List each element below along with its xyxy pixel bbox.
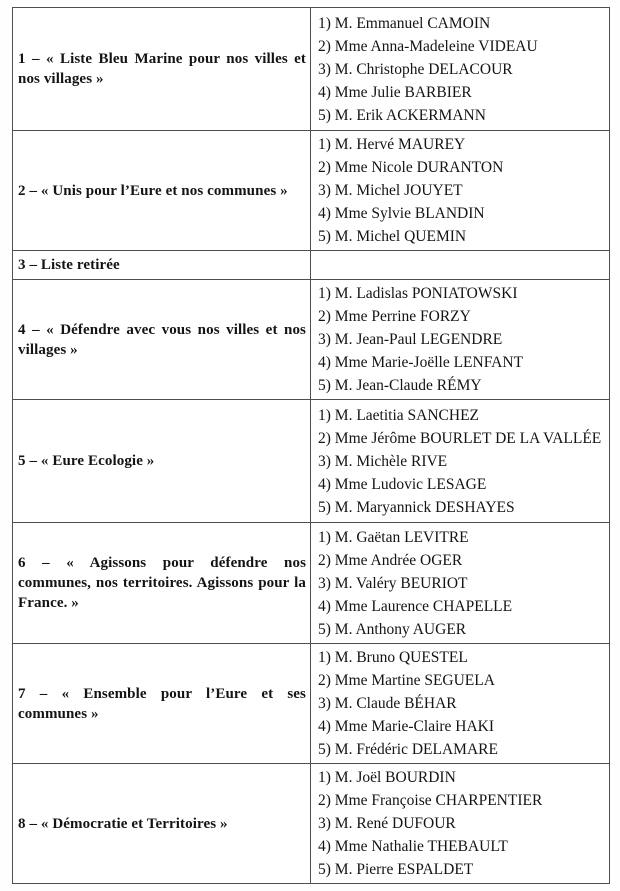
list-label-cell bbox=[13, 764, 311, 883]
list-label-cell bbox=[13, 280, 311, 399]
list-label-cell bbox=[13, 251, 311, 279]
list-label: 7 – « Ensemble pour l’Eure et ses communes » bbox=[18, 685, 306, 722]
list-label-cell bbox=[13, 131, 311, 250]
candidate-line: 1) M. Joël BOURDIN bbox=[318, 769, 456, 786]
table-row bbox=[13, 644, 609, 764]
candidate-line: 2) Mme Anna-Madeleine VIDEAU bbox=[318, 37, 538, 55]
candidate-line: 2) Mme Nicole DURANTON bbox=[318, 159, 504, 176]
list-label-cell bbox=[13, 523, 311, 643]
table-row bbox=[13, 400, 609, 523]
candidates-cell bbox=[311, 280, 609, 399]
candidate-line: 4) Mme Nathalie THEBAULT bbox=[318, 838, 508, 855]
candidate-line: 2) Mme Jérôme BOURLET DE LA VALLÉE bbox=[318, 429, 602, 447]
candidate-line: 4) Mme Marie-Claire HAKI bbox=[318, 718, 495, 735]
electoral-lists-table bbox=[12, 7, 610, 884]
candidate-line: 5) M. Jean-Claude RÉMY bbox=[318, 377, 482, 394]
candidate-line: 2) Mme Françoise CHARPENTIER bbox=[318, 792, 543, 809]
candidates-cell-empty bbox=[311, 251, 609, 279]
candidate-line: 2) Mme Martine SEGUELA bbox=[318, 672, 495, 689]
candidate-line: 4) Mme Julie BARBIER bbox=[318, 83, 472, 101]
candidate-line: 4) Mme Laurence CHAPELLE bbox=[318, 597, 513, 615]
candidate-line: 3) M. René DUFOUR bbox=[318, 815, 456, 832]
list-label: 2 – « Unis pour l’Eure et nos communes » bbox=[18, 182, 288, 199]
candidate-line: 2) Mme Andrée OGER bbox=[318, 551, 463, 569]
candidate-line: 5) M. Maryannick DESHAYES bbox=[318, 498, 515, 516]
candidate-line: 5) M. Pierre ESPALDET bbox=[318, 861, 474, 878]
candidates-cell bbox=[311, 400, 609, 522]
candidate-line: 5) M. Erik ACKERMANN bbox=[318, 106, 486, 124]
candidate-line: 5) M. Frédéric DELAMARE bbox=[318, 741, 498, 758]
candidates-cell bbox=[311, 523, 609, 643]
candidate-line: 2) Mme Perrine FORZY bbox=[318, 308, 471, 325]
table-row bbox=[13, 8, 609, 131]
candidate-line: 3) M. Valéry BEURIOT bbox=[318, 574, 468, 592]
candidate-line: 4) Mme Marie-Joëlle LENFANT bbox=[318, 354, 524, 371]
list-label: 4 – « Défendre avec vous nos villes et nos villages » bbox=[18, 321, 306, 358]
candidate-line: 5) M. Michel QUEMIN bbox=[318, 228, 467, 245]
table-row bbox=[13, 764, 609, 883]
list-label-cell bbox=[13, 8, 311, 130]
list-label: 8 – « Démocratie et Territoires » bbox=[18, 815, 228, 832]
candidates-cell bbox=[311, 8, 609, 130]
candidates-cell bbox=[311, 764, 609, 883]
table-row bbox=[13, 523, 609, 644]
candidate-line: 3) M. Michèle RIVE bbox=[318, 452, 448, 470]
candidate-line: 1) M. Emmanuel CAMOIN bbox=[318, 14, 491, 32]
candidate-line: 3) M. Michel JOUYET bbox=[318, 182, 463, 199]
candidate-line: 4) Mme Sylvie BLANDIN bbox=[318, 205, 485, 222]
table-row bbox=[13, 131, 609, 251]
candidate-line: 3) M. Christophe DELACOUR bbox=[318, 60, 513, 78]
list-label: 6 – « Agissons pour défendre nos communes, nos territoires. Agissons pour la France. » bbox=[18, 555, 306, 611]
candidate-line: 3) M. Jean-Paul LEGENDRE bbox=[318, 331, 503, 348]
candidate-line: 1) M. Ladislas PONIATOWSKI bbox=[318, 285, 518, 302]
table-row bbox=[13, 280, 609, 400]
list-label-cell bbox=[13, 644, 311, 763]
candidate-line: 1) M. Hervé MAUREY bbox=[318, 136, 466, 153]
candidate-line: 1) M. Gaëtan LEVITRE bbox=[318, 528, 469, 546]
list-label-cell bbox=[13, 400, 311, 522]
list-label: 5 – « Eure Ecologie » bbox=[18, 453, 155, 469]
candidate-line: 1) M. Laetitia SANCHEZ bbox=[318, 406, 480, 424]
list-label: 3 – Liste retirée bbox=[18, 257, 120, 273]
candidates-cell bbox=[311, 131, 609, 250]
candidate-line: 5) M. Anthony AUGER bbox=[318, 620, 467, 638]
candidate-line: 3) M. Claude BÉHAR bbox=[318, 695, 457, 712]
candidate-line: 1) M. Bruno QUESTEL bbox=[318, 649, 468, 666]
list-label: 1 – « Liste Bleu Marine pour nos villes et nos villages » bbox=[18, 51, 306, 87]
table-row bbox=[13, 251, 609, 280]
candidate-line: 4) Mme Ludovic LESAGE bbox=[318, 475, 487, 493]
candidates-cell bbox=[311, 644, 609, 763]
